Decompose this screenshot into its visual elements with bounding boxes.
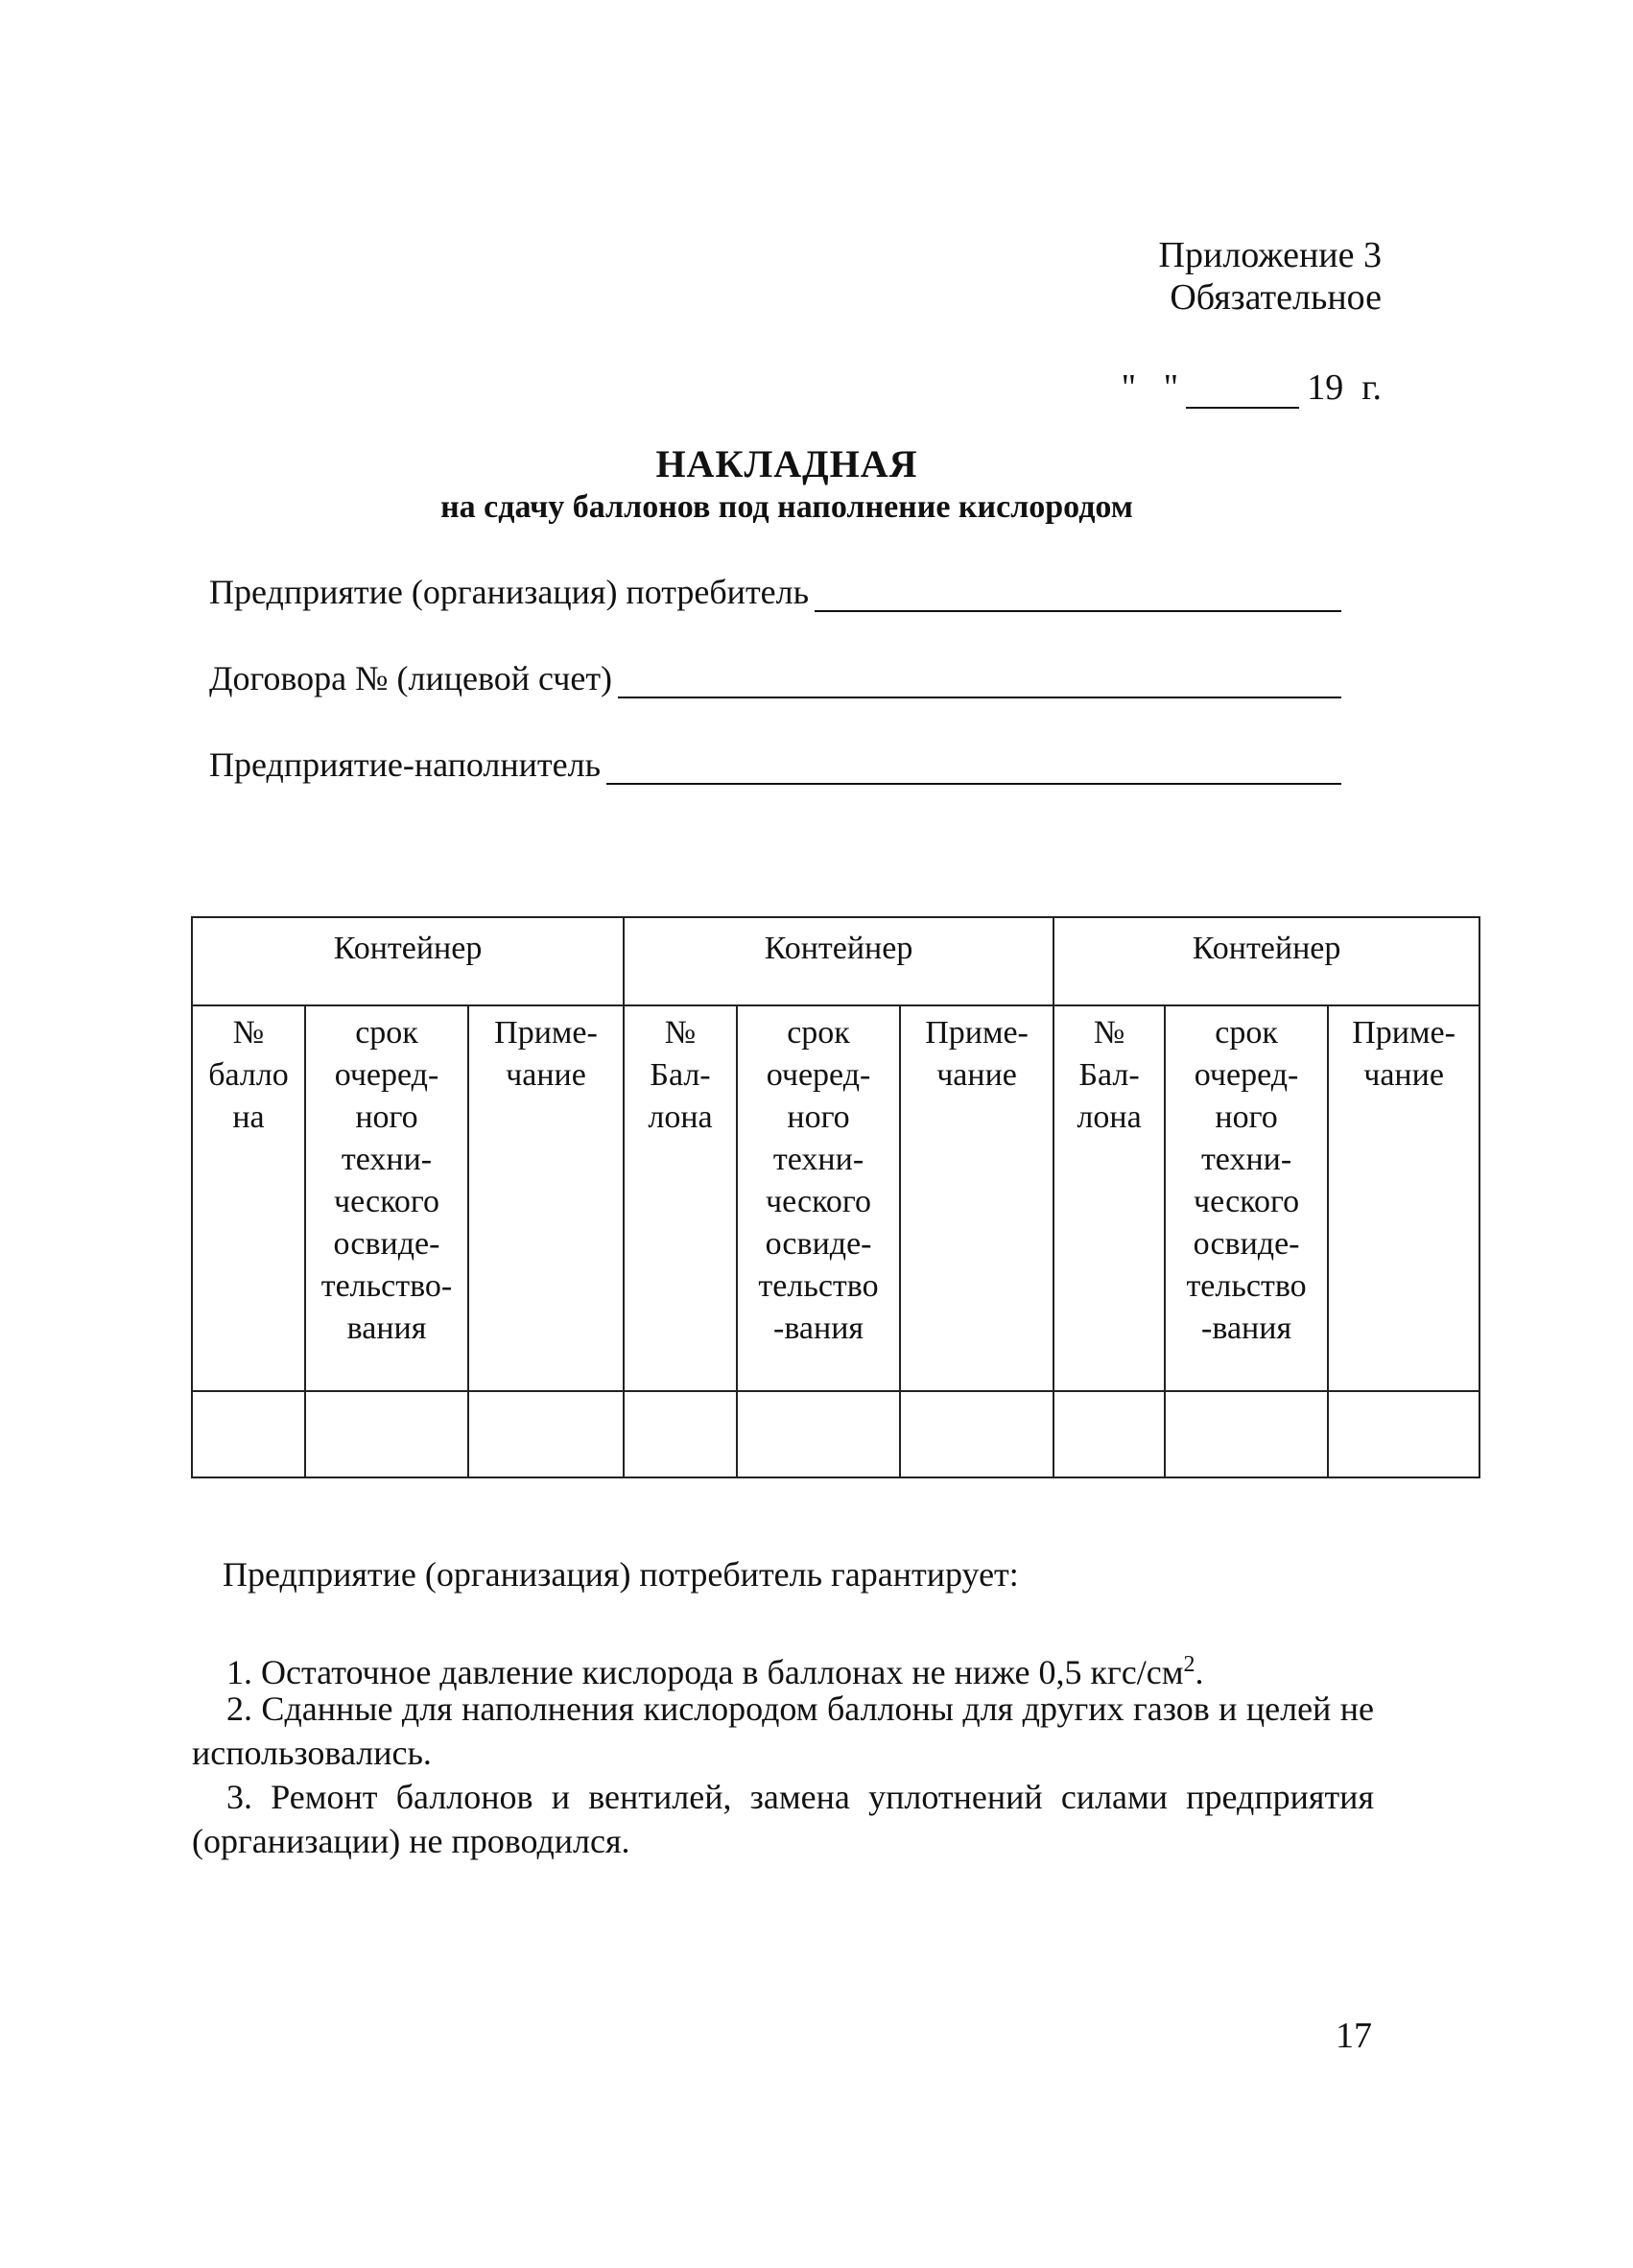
guarantee-item-1-text: 1. Остаточное давление кислорода в баллонах не ниже 0,5 кгс/см [226,1653,1184,1691]
date-line [1084,366,1382,409]
table-cell[interactable] [468,1391,624,1477]
filler-label: Предприятие-наполнитель [209,745,602,784]
cylinders-table [191,916,1480,1478]
col-cylinder-number: № Бал- лона [624,1005,737,1391]
col-inspection-date: срок очеред- ного техни- ческого освиде- тельство -вания [1165,1005,1328,1391]
col-note: Приме- чание [1328,1005,1479,1391]
consumer-line[interactable] [815,581,1341,612]
contract-field[interactable] [209,658,1341,698]
table-cell[interactable] [1165,1391,1328,1477]
filler-line[interactable] [606,754,1341,785]
guarantee-intro: Предприятие (организация) потребитель гарантирует: [223,1555,1019,1594]
table-cell[interactable] [900,1391,1053,1477]
document-title: НАКЛАДНАЯ [655,442,918,485]
consumer-field[interactable] [209,572,1341,612]
contract-label: Договора № (лицевой счет) [209,659,613,697]
container-header-1: Контейнер [192,917,624,1005]
container-header-row [192,917,1479,1005]
col-cylinder-number: № Бал- лона [1053,1005,1165,1391]
date-blank[interactable] [1186,374,1299,409]
date-quotes: " " [1121,367,1179,408]
col-cylinder-number: № балло на [192,1005,305,1391]
col-inspection-date: срок очеред- ного техни- ческого освиде- тельство- вания [305,1005,468,1391]
col-note: Приме- чание [900,1005,1053,1391]
appendix-status: Обязательное [1170,277,1382,318]
table-cell[interactable] [305,1391,468,1477]
filler-field[interactable] [209,744,1341,785]
table-cell[interactable] [1053,1391,1165,1477]
guarantee-item-2: 2. Сданные для наполнения кислородом баллоны для других газов и целей не использовались. [192,1689,1374,1772]
page-number: 17 [1336,2016,1372,2056]
table-row [192,1391,1479,1477]
consumer-label: Предприятие (организация) потребитель [209,573,810,611]
guarantee-item-3: 3. Ремонт баллонов и вентилей, замена уплотнений силами предприятия (организации) не проводился. [192,1778,1374,1860]
table-cell[interactable] [624,1391,737,1477]
container-header-2: Контейнер [624,917,1053,1005]
document-subtitle: на сдачу баллонов под наполнение кислородом [440,489,1133,525]
container-header-3: Контейнер [1053,917,1479,1005]
contract-line[interactable] [618,668,1341,698]
col-inspection-date: срок очеред- ного техни- ческого освиде- тельство -вания [737,1005,900,1391]
guarantee-item-1-sup: 2 [1183,1652,1195,1677]
table-cell[interactable] [192,1391,305,1477]
col-note: Приме- чание [468,1005,624,1391]
appendix-label: Приложение 3 [1158,235,1382,275]
table-cell[interactable] [1328,1391,1479,1477]
appendix-block [1055,234,1382,319]
date-year: 19 г. [1307,367,1382,408]
guarantee-item-1-end: . [1195,1653,1204,1691]
table-cell[interactable] [737,1391,900,1477]
column-header-row [192,1005,1479,1391]
